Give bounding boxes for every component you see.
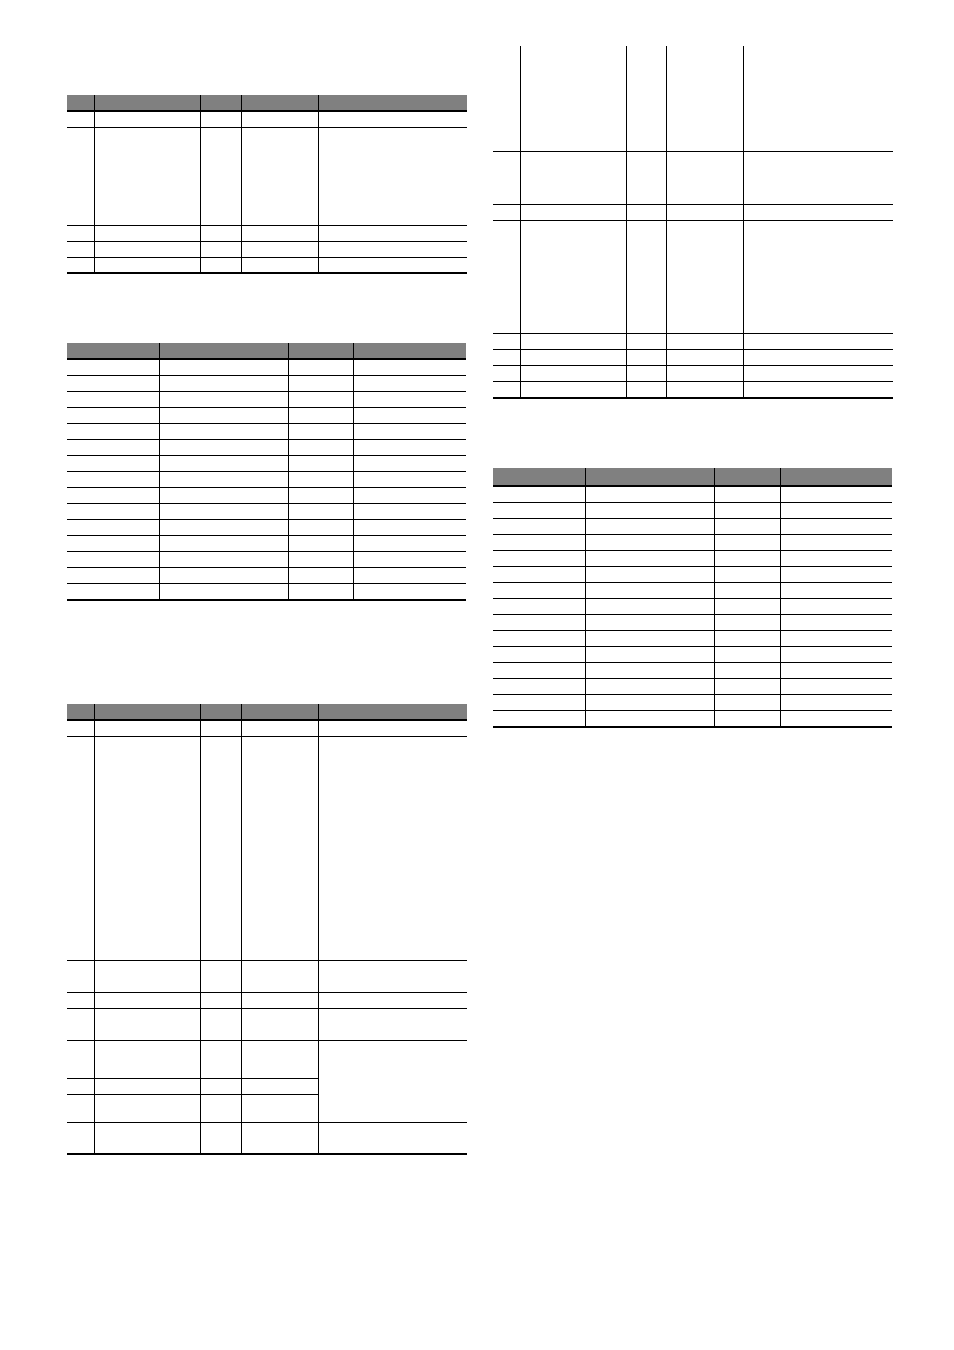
table-row — [67, 471, 466, 487]
table-row — [67, 1040, 467, 1078]
column-header — [67, 704, 94, 720]
table-row — [67, 960, 467, 992]
table-row — [493, 694, 892, 710]
table-row — [67, 1008, 467, 1040]
column-header — [780, 468, 892, 486]
table-header — [67, 343, 466, 359]
table-row — [493, 614, 892, 630]
column-header — [585, 468, 714, 486]
table-row — [67, 535, 466, 551]
table-row — [493, 566, 892, 582]
table-row — [493, 204, 893, 220]
table-header — [493, 468, 892, 486]
table-row — [67, 439, 466, 455]
column-header — [714, 468, 780, 486]
table-row — [67, 736, 467, 960]
table-row — [493, 381, 893, 398]
table-row — [67, 423, 466, 439]
table-row — [493, 220, 893, 333]
table-row — [493, 365, 893, 381]
table-row — [67, 487, 466, 503]
table-row — [67, 225, 467, 241]
column-header — [67, 95, 94, 111]
table-row — [493, 486, 892, 502]
table-row — [493, 662, 892, 678]
table-5 — [493, 468, 892, 728]
table-row — [67, 375, 466, 391]
table-row — [493, 582, 892, 598]
column-header — [318, 95, 467, 111]
table-row — [67, 551, 466, 567]
column-header — [159, 343, 288, 359]
table-row — [493, 534, 892, 550]
table-row — [67, 391, 466, 407]
table-4 — [493, 46, 893, 399]
table-row — [67, 359, 466, 375]
table-row — [493, 518, 892, 534]
table-row — [493, 678, 892, 694]
table-header — [67, 704, 467, 720]
table-2 — [67, 343, 466, 601]
table-row — [67, 583, 466, 600]
table-row — [493, 151, 893, 204]
table-1 — [67, 95, 467, 274]
column-header — [241, 704, 318, 720]
table-row — [67, 111, 467, 127]
column-header — [94, 704, 200, 720]
column-header — [67, 343, 159, 359]
table-row — [67, 127, 467, 225]
column-header — [200, 704, 241, 720]
column-header — [94, 95, 200, 111]
table-row — [67, 241, 467, 257]
column-header — [200, 95, 241, 111]
column-header — [318, 704, 467, 720]
table-row — [67, 455, 466, 471]
table-3 — [67, 704, 467, 1155]
table-row — [493, 710, 892, 727]
column-header — [288, 343, 353, 359]
table-row — [67, 503, 466, 519]
table-row — [493, 349, 893, 365]
column-header — [241, 95, 318, 111]
table-row — [493, 598, 892, 614]
table-row — [67, 257, 467, 273]
column-header — [353, 343, 466, 359]
table-row — [493, 550, 892, 566]
table-row — [67, 1122, 467, 1154]
table-row — [493, 46, 893, 151]
column-header — [493, 468, 585, 486]
table-row — [67, 519, 466, 535]
table-row — [493, 646, 892, 662]
table-row — [493, 630, 892, 646]
table-row — [493, 333, 893, 349]
table-header — [67, 95, 467, 111]
table-row — [67, 992, 467, 1008]
table-row — [67, 720, 467, 736]
table-row — [493, 502, 892, 518]
table-row — [67, 567, 466, 583]
table-row — [67, 407, 466, 423]
